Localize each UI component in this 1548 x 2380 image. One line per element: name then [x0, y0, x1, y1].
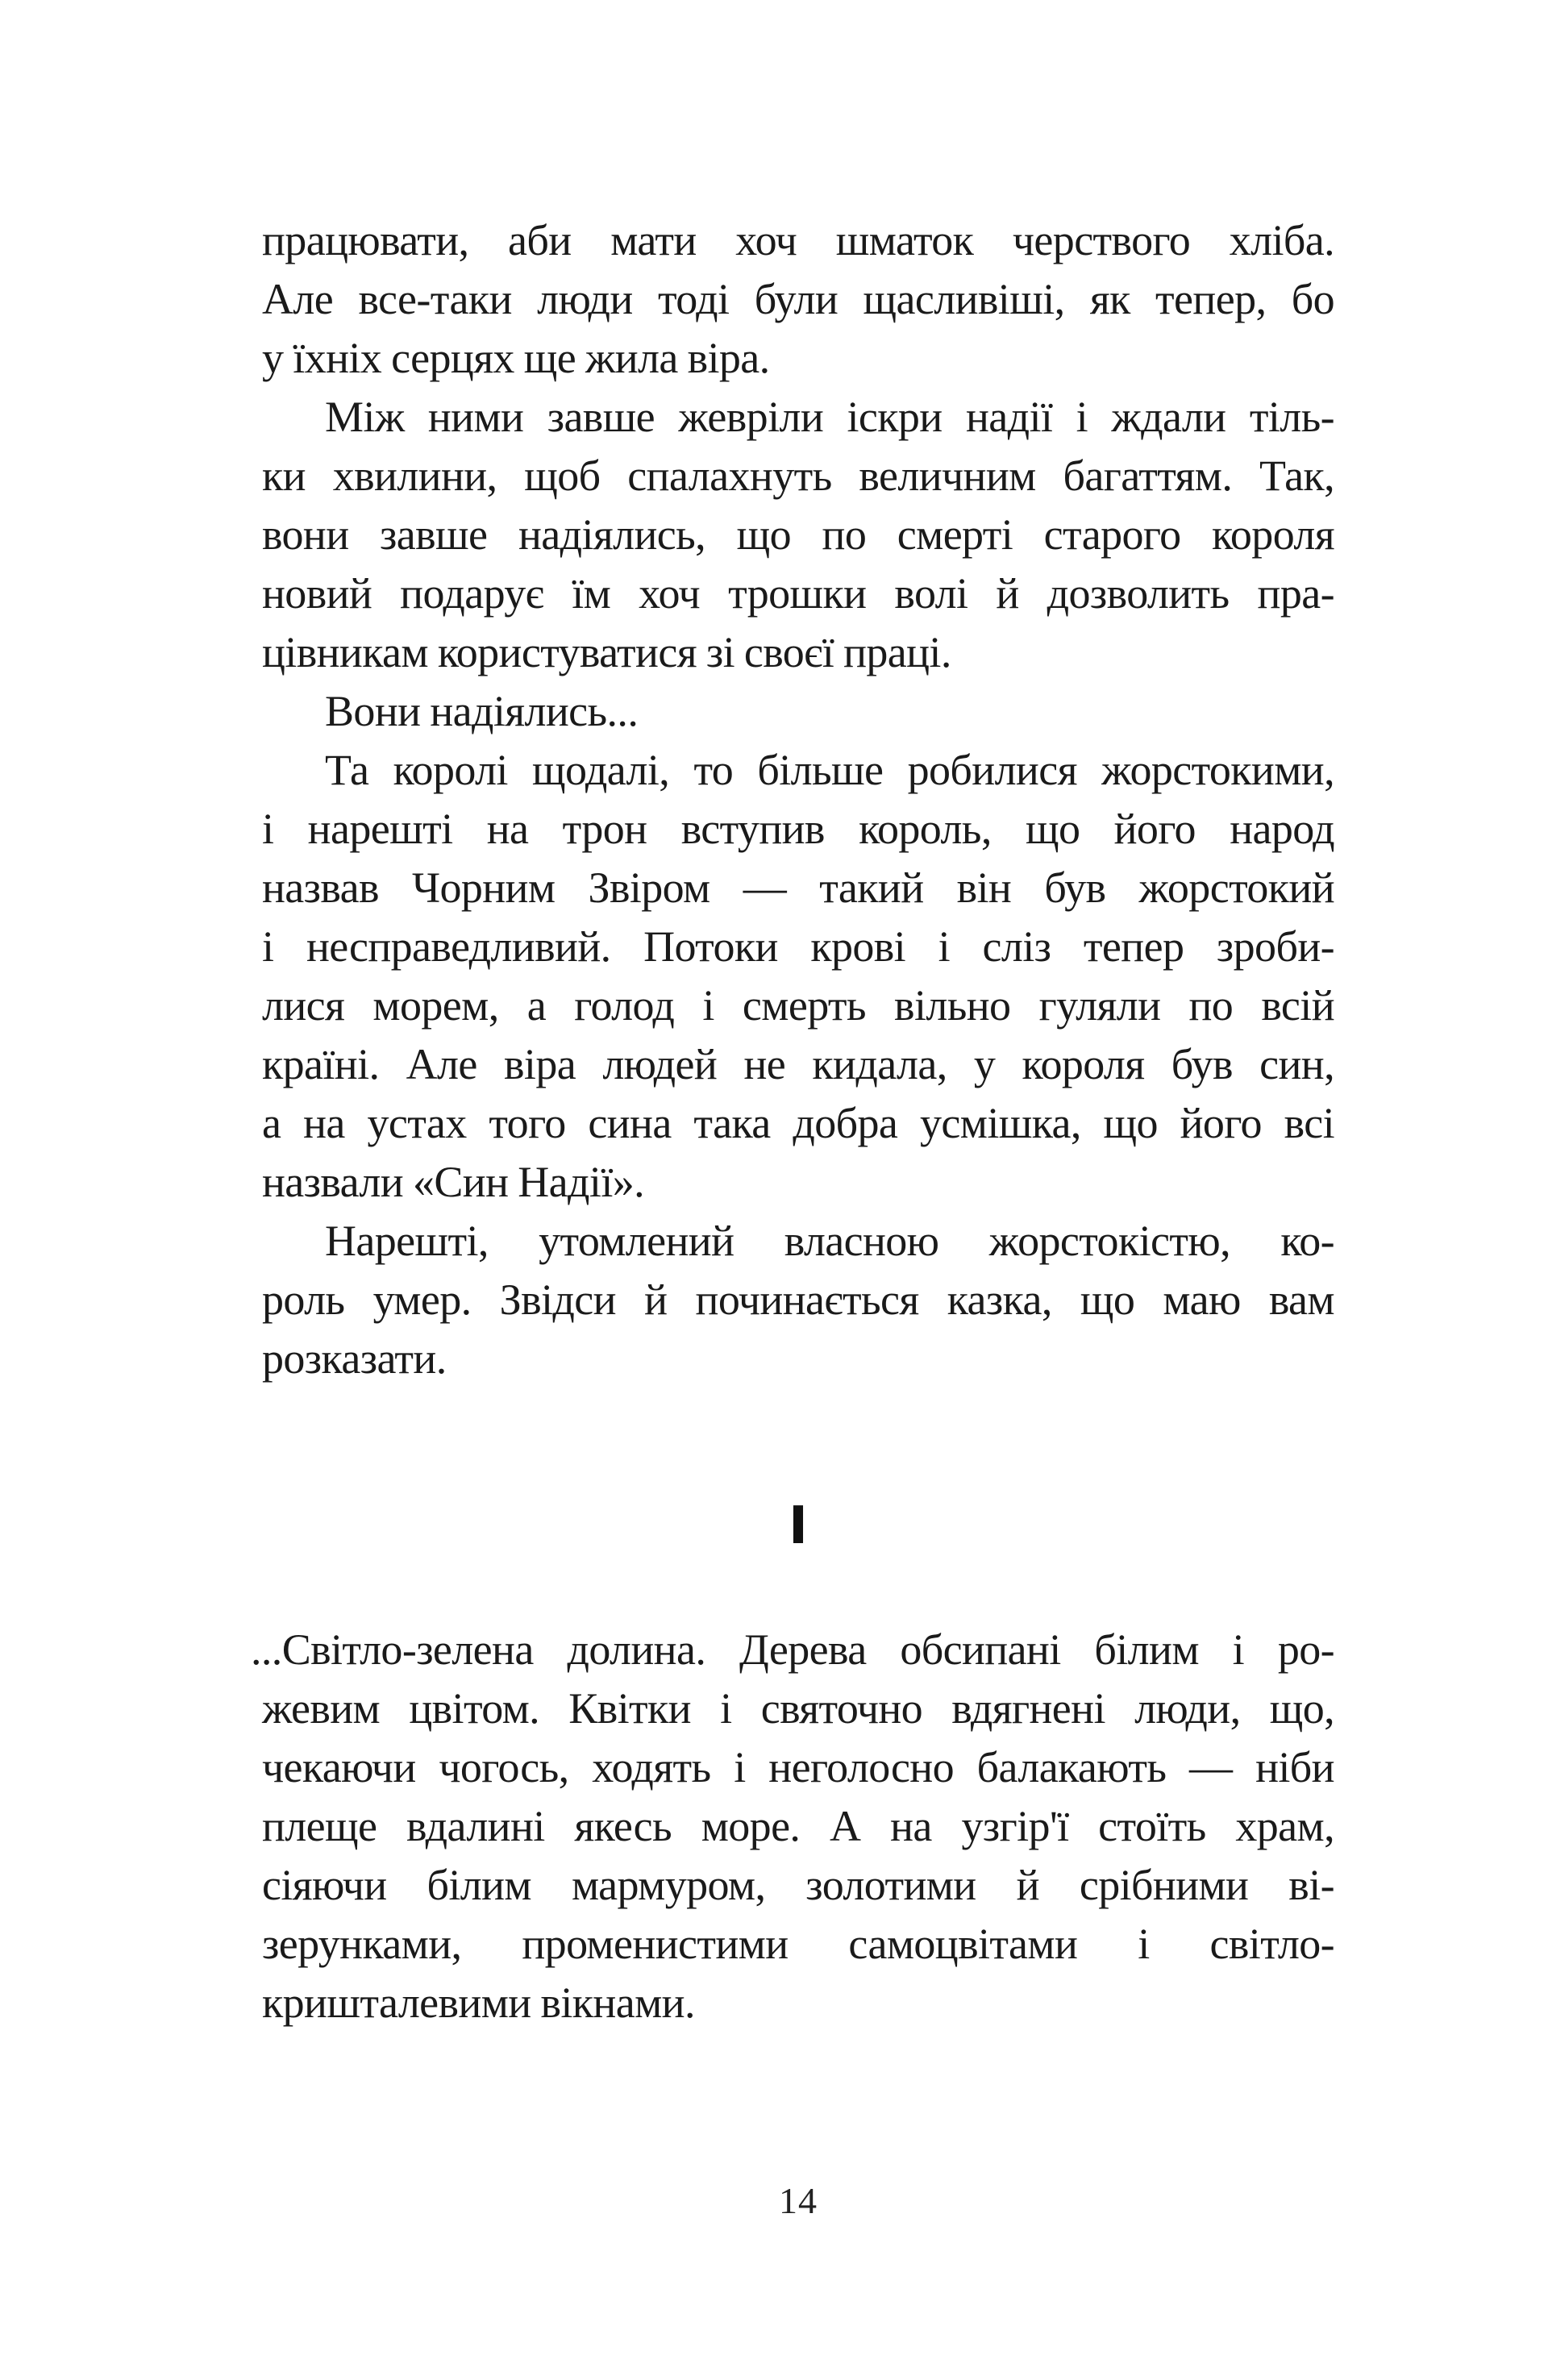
text-line: чекаючи чогось, ходять і неголосно балакають — ніби — [262, 1743, 1334, 1791]
text-line: вони завше надіялись, що по смерті старого короля — [262, 510, 1334, 559]
text-line-paragraph-start: Нарешті, утомлений власною жорстокістю, ко- — [325, 1217, 1334, 1265]
text-line: лися морем, а голод і смерть вільно гуляли по всій — [262, 981, 1334, 1030]
text-line: кришталевими вікнами. — [262, 1978, 695, 2027]
text-line: назвав Чорним Звіром — такий він був жорстокий — [262, 863, 1334, 912]
text-line: назвали «Син Надії». — [262, 1158, 645, 1206]
text-line: новий подарує їм хоч трошки волі й дозволить пра- — [262, 569, 1334, 618]
text-section-intro — [262, 211, 1334, 1388]
text-line: ки хвилини, щоб спалахнуть величним багаттям. Так, — [262, 451, 1334, 500]
page-number: 14 — [779, 2180, 818, 2221]
text-line-paragraph-start: Між ними завше жевріли іскри надії і ждали тіль- — [325, 393, 1334, 441]
text-line: цівникам користуватися зі своєї праці. — [262, 628, 951, 676]
text-line: жевим цвітом. Квітки і святочно вдягнені люди, що, — [262, 1684, 1334, 1733]
text-line: країні. Але віра людей не кидала, у короля був син, — [262, 1040, 1334, 1088]
text-section-chapter-1 — [251, 1621, 1334, 2033]
text-line: плеще вдалині якесь море. А на узгір'ї стоїть храм, — [262, 1802, 1334, 1850]
text-line-paragraph-start: Та королі щодалі, то більше робилися жорстокими, — [325, 746, 1334, 794]
text-line: роль умер. Звідси й починається казка, що маю вам — [262, 1275, 1334, 1324]
text-line: а на устах того сина така добра усмішка, що його всі — [262, 1099, 1334, 1147]
chapter-heading: I — [789, 1496, 808, 1556]
text-line: і несправедливий. Потоки крові і сліз тепер зроби- — [262, 922, 1334, 971]
text-line: зерунками, променистими самоцвітами і світло- — [262, 1920, 1334, 1968]
text-line: працювати, аби мати хоч шматок черствого хліба. — [262, 216, 1334, 264]
text-line: і нарешті на трон вступив король, що його народ — [262, 805, 1334, 853]
text-line: Але все-таки люди тоді були щасливіші, як тепер, бо — [262, 275, 1334, 323]
text-line-paragraph-start: ...Світло-зелена долина. Дерева обсипані білим і ро- — [251, 1625, 1334, 1674]
text-line: сіяючи білим мармуром, золотими й срібними ві- — [262, 1861, 1334, 1909]
text-line: у їхніх серцях ще жила віра. — [262, 334, 770, 382]
text-line: розказати. — [262, 1334, 447, 1383]
text-line-paragraph-start: Вони надіялись... — [325, 687, 639, 735]
